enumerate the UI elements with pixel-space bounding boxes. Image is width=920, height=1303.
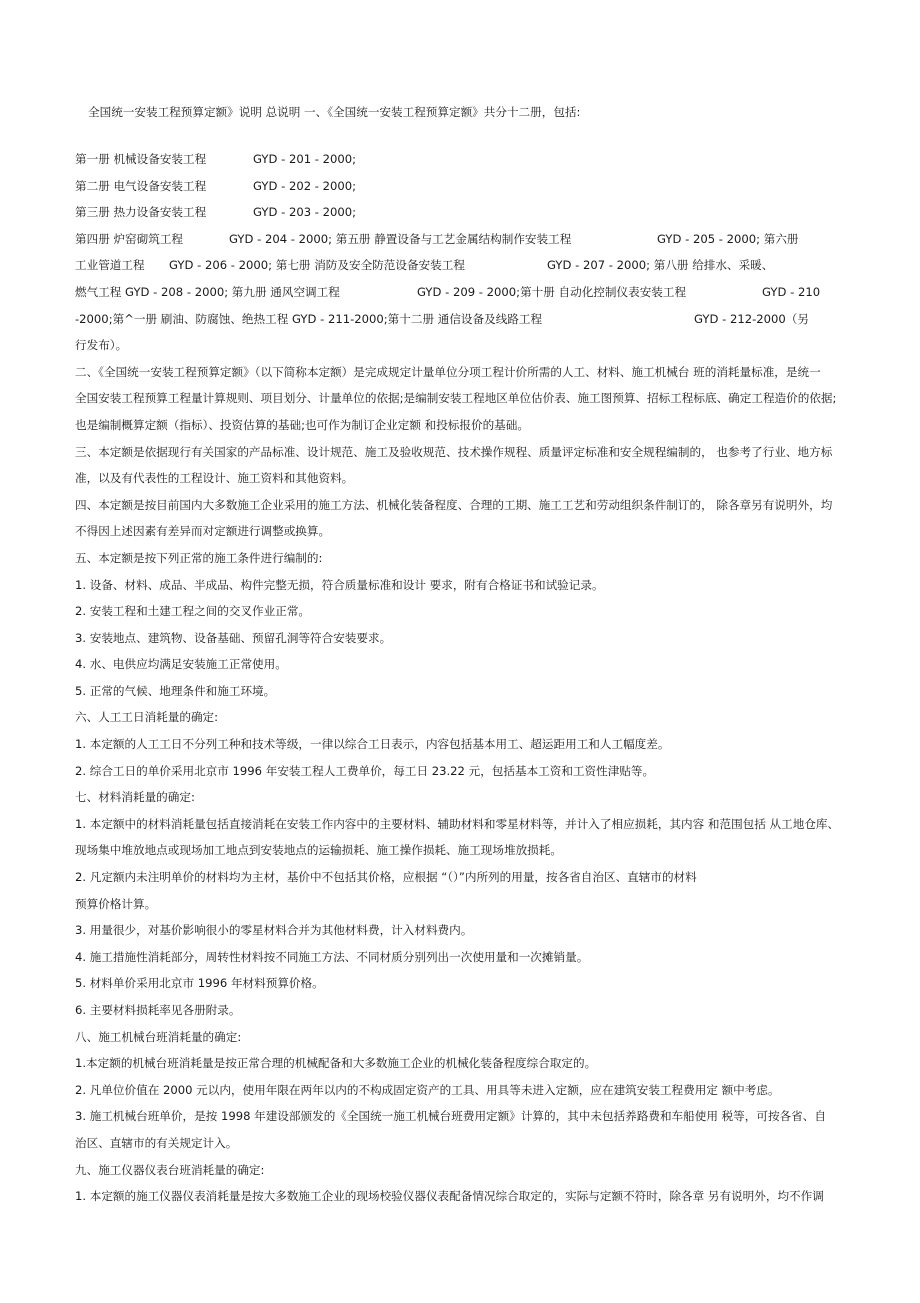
line-part: GYD - 210 [762,284,821,299]
list-item: 2. 安装工程和土建工程之间的交叉作业正常。 [75,604,311,619]
line-part: GYD - 205 - 2000; 第六册 [657,231,799,246]
line-part: 行发布）。 [75,338,128,353]
volume-list-line [75,332,845,359]
volume-name: 第一册 机械设备安装工程 [75,152,207,166]
text-line: 不得因上述因素有差异而对定额进行调整或换算。 [75,524,331,539]
line-part: -2000;第^一册 刷油、防腐蚀、绝热工程 GYD - 211-2000;第十二册 通信设备及线路工程 [75,311,543,326]
section-heading: 五、本定额是按下列正常的施工条件进行编制的: [75,550,323,565]
text-line: 预算价格计算。 [75,896,157,911]
text-line: 治区、直辖市的有关规定计入。 [75,1135,238,1150]
volume-line [75,146,845,173]
volume-list-line [75,306,845,333]
text-line: 二、《全国统一安装工程预算定额》（以下简称本定额）是完成规定计量单位分项工程计价所需的人工、材料、施工机械台 班的消耗量标准，是统一 [75,364,821,379]
list-item: 4. 施工措施性消耗部分，周转性材料按不同施工方法、不同材质分别列出一次使用量和一次摊销量。 [75,949,589,964]
text-line: 准，以及有代表性的工程设计、施工资料和其他资料。 [75,471,354,486]
section-heading: 八、施工机械台班消耗量的确定: [75,1029,242,1044]
list-item: 2. 综合工日的单价采用北京市 1996 年安装工程人工费单价，每工日 23.22 元，包括基本工资和工资性津贴等。 [75,763,655,778]
list-item: 5. 正常的气候、地理条件和施工环境。 [75,683,276,698]
line-part: GYD - 204 - 2000; 第五册 静置设备与工艺金属结构制作安装工程 [229,231,572,246]
volume-line [75,173,845,200]
list-item: 5. 材料单价采用北京市 1996 年材料预算价格。 [75,976,324,991]
list-item: 3. 施工机械台班单价，是按 1998 年建设部颁发的《全国统一施工机械台班费用定额》计算的，其中未包括养路费和车船使用 税等，可按各省、自 [75,1109,826,1124]
list-item: 3. 安装地点、建筑物、设备基础、预留孔洞等符合安装要求。 [75,630,392,645]
line-part: GYD - 212-2000（另 [694,311,809,326]
volume-list-line [75,226,845,253]
list-item: 1.本定额的机械台班消耗量是按正常合理的机械配备和大多数施工企业的机械化装备程度综合取定的。 [75,1056,597,1071]
volume-name: 第三册 热力设备安装工程 [75,205,207,220]
list-item: 1. 设备、材料、成品、半成品、构件完整无损，符合质量标准和设计 要求，附有合格证书和试验记录。 [75,577,604,592]
list-item: 2. 凡定额内未注明单价的材料均为主材，基价中不包括其价格，应根据 “（）”内所列的用量，按各省自治区、直辖市的材料 [75,870,697,885]
section-heading: 七、材料消耗量的确定: [75,790,195,805]
line-part: GYD - 209 - 2000;第十册 自动化控制仪表安装工程 [417,284,687,299]
volume-list-line [75,279,845,306]
volume-line [75,199,845,226]
list-item: 1. 本定额中的材料消耗量包括直接消耗在安装工作内容中的主要材料、辅助材料和零星材料等，并计入了相应损耗，其内容 和范围包括 从工地仓库、 [75,816,840,831]
text-line: 也是编制概算定额（指标）、投资估算的基础;也可作为制订企业定额 和投标报价的基础。 [75,417,529,432]
section-heading: 六、人工工日消耗量的确定: [75,710,219,725]
document-body [75,146,845,1210]
list-item: 1. 本定额的人工工日不分列工种和技术等级，一律以综合工日表示，内容包括基本用工、超运距用工和人工幅度差。 [75,737,670,752]
volume-list-line [75,252,845,279]
list-item: 2. 凡单位价值在 2000 元以内，使用年限在两年以内的不构成固定资产的工具、用具等未进入定额，应在建筑安装工程费用定 额中考虑。 [75,1082,780,1097]
volume-code: GYD - 201 - 2000; [253,152,357,166]
list-item: 4. 水、电供应均满足安装施工正常使用。 [75,657,287,672]
text-line: 全国安装工程预算工程量计算规则、项目划分、计量单位的依据;是编制安装工程地区单位估价表、施工图预算、招标工程标底、确定工程造价的依据; [75,391,837,406]
document-header: 全国统一安装工程预算定额》说明 总说明 一、《全国统一安装工程预算定额》共分十二册，包括: [88,105,581,119]
line-part: 第四册 炉窑砌筑工程 [75,231,184,246]
section-heading: 九、施工仪器仪表台班消耗量的确定: [75,1162,265,1177]
line-part: 工业管道工程 [75,258,145,273]
line-part: GYD - 207 - 2000; 第八册 给排水、采暖、 [547,258,774,273]
line-part: GYD - 206 - 2000; 第七册 消防及安全防范设备安装工程 [169,258,465,273]
text-line: 三、本定额是依据现行有关国家的产品标准、设计规范、施工及验收规范、技术操作规程、质量评定标准和安全规程编制的， 也参考了行业、地方标 [75,444,833,459]
line-part: 燃气工程 GYD - 208 - 2000; 第九册 通风空调工程 [75,284,340,299]
text-line: 四、本定额是按目前国内大多数施工企业采用的施工方法、机械化装备程度、合理的工期、施工工艺和劳动组织条件制订的， 除各章另有说明外，均 [75,497,833,512]
list-item: 1. 本定额的施工仪器仪表消耗量是按大多数施工企业的现场校验仪器仪表配备情况综合取定的，实际与定额不符时，除各章 另有说明外，均不作调 [75,1189,824,1204]
list-item: 3. 用量很少，对基价影响很小的零星材料合并为其他材料费，计入材料费内。 [75,923,473,938]
volume-name: 第二册 电气设备安装工程 [75,178,207,193]
text-line: 现场集中堆放地点或现场加工地点到安装地点的运输损耗、施工操作损耗、施工现场堆放损耗。 [75,843,562,858]
volume-code: GYD - 202 - 2000; [253,178,357,193]
volume-code: GYD - 203 - 2000; [253,205,357,220]
list-item: 6. 主要材料损耗率见各册附录。 [75,1003,241,1017]
